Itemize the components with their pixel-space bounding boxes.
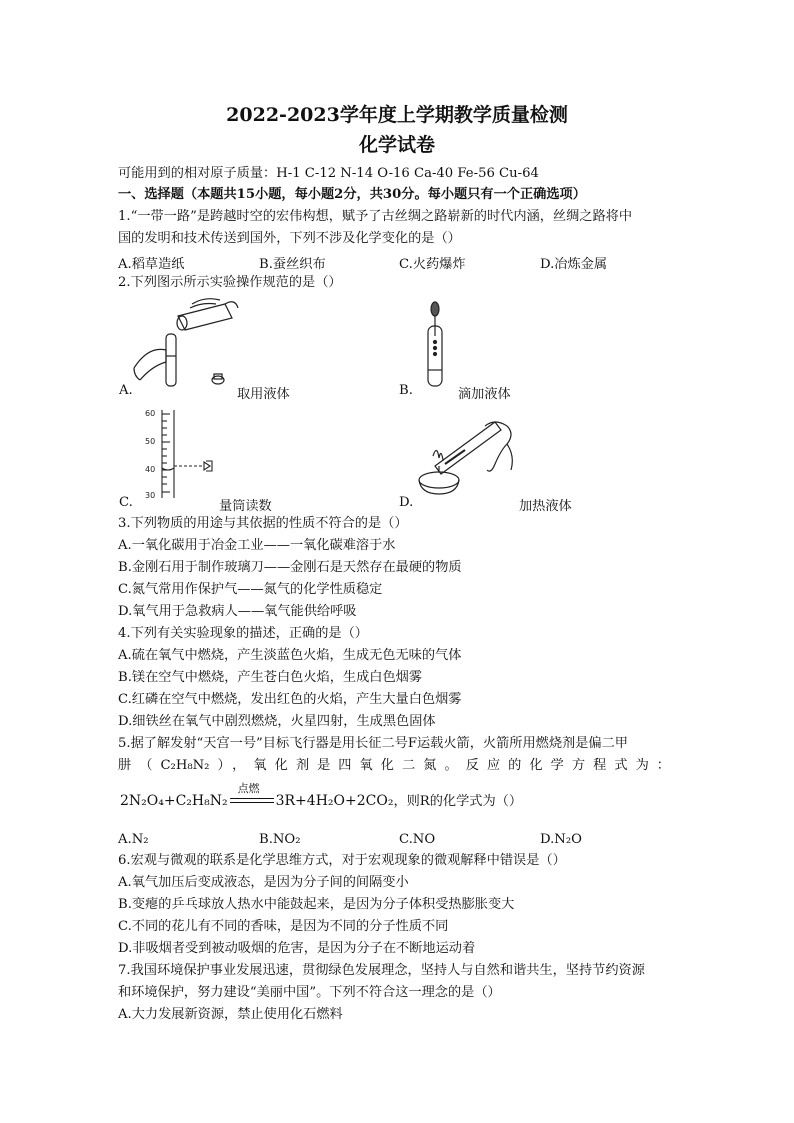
q1-option-b: B.蚕丝织布: [259, 257, 326, 272]
q7-option-a: A.大力发展新资源，禁止使用化石燃料: [118, 1007, 343, 1022]
q4-option-d: D.细铁丝在氧气中剧烈燃烧，火星四射，生成黑色固体: [118, 714, 436, 729]
q2-stem: 2.下列图示所示实验操作规范的是（）: [118, 275, 342, 290]
q1-option-d: D.冶炼金属: [540, 257, 608, 272]
cylinder-tick-50: 50: [145, 437, 156, 446]
exam-subtitle: 化学试卷: [358, 134, 435, 156]
q2-option-c-letter: C.: [119, 495, 133, 510]
q1-stem-line1: 1.“一带一路”是跨越时空的宏伟构想，赋予了古丝绸之路崭新的时代内涵，丝绸之路将中: [118, 209, 632, 224]
q3-option-c: C.氮气常用作保护气——氮气的化学性质稳定: [118, 582, 383, 597]
q4-option-c: C.红磷在空气中燃烧，发出红色的火焰，产生大量白色烟雾: [118, 692, 462, 707]
q5-stem-line1: 5.据了解发射“天宫一号”目标飞行器是用长征二号F运载火箭，火箭所用燃烧剂是偏二甲: [118, 736, 628, 751]
q5-option-d: D.N₂O: [540, 832, 582, 847]
chemical-equation: [120, 782, 523, 809]
cylinder-tick-40: 40: [145, 465, 156, 474]
pouring-liquid-figure: [130, 296, 240, 391]
q5-option-b: B.NO₂: [259, 832, 301, 847]
q2-option-b-label: 滴加液体: [458, 387, 511, 402]
graduated-cylinder-figure: [144, 406, 224, 500]
heating-liquid-figure: [415, 404, 525, 500]
q5-option-a: A.N₂: [118, 832, 149, 847]
q1-stem-line2: 国的发明和技术传送到国外，下列不涉及化学变化的是（）: [118, 231, 461, 246]
q2-option-b-letter: B.: [399, 383, 413, 398]
q3-option-d: D.氧气用于急救病人——氧气能供给呼吸: [118, 604, 357, 619]
q4-option-b: B.镁在空气中燃烧，产生苍白色火焰，生成白色烟雾: [118, 670, 423, 685]
q6-stem: 6.宏观与微观的联系是化学思维方式，对于宏观现象的微观解释中错误是（）: [118, 853, 566, 868]
q2-option-d-letter: D.: [399, 495, 414, 510]
q5-stem-line2: 肼（C₂H₈N₂），氧化剂是四氧化二氮。反应的化学方程式为：: [118, 758, 670, 773]
q7-stem-line2: 和环境保护，努力建设“美丽中国”。下列不符合这一理念的是（）: [118, 985, 501, 1000]
q3-option-b: B.金刚石用于制作玻璃刀——金刚石是天然存在最硬的物质: [118, 560, 462, 575]
q5-option-c: C.NO: [399, 832, 436, 847]
q1-option-a: A.稻草造纸: [118, 257, 185, 272]
equation-arrow: [230, 782, 274, 808]
q2-option-a-letter: A.: [119, 383, 133, 398]
q4-option-a: A.硫在氧气中燃烧，产生淡蓝色火焰，生成无色无味的气体: [118, 648, 462, 663]
atomic-masses-line: 可能用到的相对原子质量：H-1 C-12 N-14 O-16 Ca-40 Fe-56 Cu-64: [118, 166, 539, 181]
q4-stem: 4.下列有关实验现象的描述，正确的是（）: [118, 626, 368, 641]
q7-stem-line1: 7.我国环境保护事业发展迅速，贯彻绿色发展理念，坚持人与自然和谐共生，坚持节约资源: [118, 963, 645, 978]
q6-option-d: D.非吸烟者受到被动吸烟的危害，是因为分子在不断地运动着: [118, 941, 476, 956]
dropper-figure: [420, 296, 450, 391]
section-heading: 一、选择题（本题共15小题，每小题2分，共30分。每小题只有一个正确选项）: [118, 187, 586, 202]
equation-products: 3R+4H₂O+2CO₂: [275, 793, 394, 809]
equation-reactants: 2N₂O₄+C₂H₈N₂: [120, 793, 228, 809]
q2-option-d-label: 加热液体: [519, 499, 572, 514]
equation-question: ，则R的化学式为（）: [393, 794, 523, 809]
q1-option-c: C.火药爆炸: [399, 257, 466, 272]
cylinder-tick-30: 30: [145, 491, 156, 500]
q2-option-a-label: 取用液体: [237, 387, 290, 402]
q3-stem: 3.下列物质的用途与其依据的性质不符合的是（）: [118, 516, 408, 531]
q6-option-a: A.氧气加压后变成液态，是因为分子间的间隔变小: [118, 875, 409, 890]
equation-condition: 点燃: [237, 782, 260, 795]
q3-option-a: A.一氧化碳用于冶金工业——一氧化碳难溶于水: [118, 538, 396, 553]
cylinder-tick-60: 60: [145, 409, 156, 418]
q6-option-b: B.变瘪的乒乓球放人热水中能鼓起来，是因为分子体积受热膨胀变大: [118, 897, 515, 912]
exam-title: 2022-2023学年度上学期教学质量检测: [226, 104, 568, 126]
q2-option-c-label: 量筒读数: [219, 499, 272, 514]
q6-option-c: C.不同的花儿有不同的香味，是因为不同的分子性质不同: [118, 919, 449, 934]
